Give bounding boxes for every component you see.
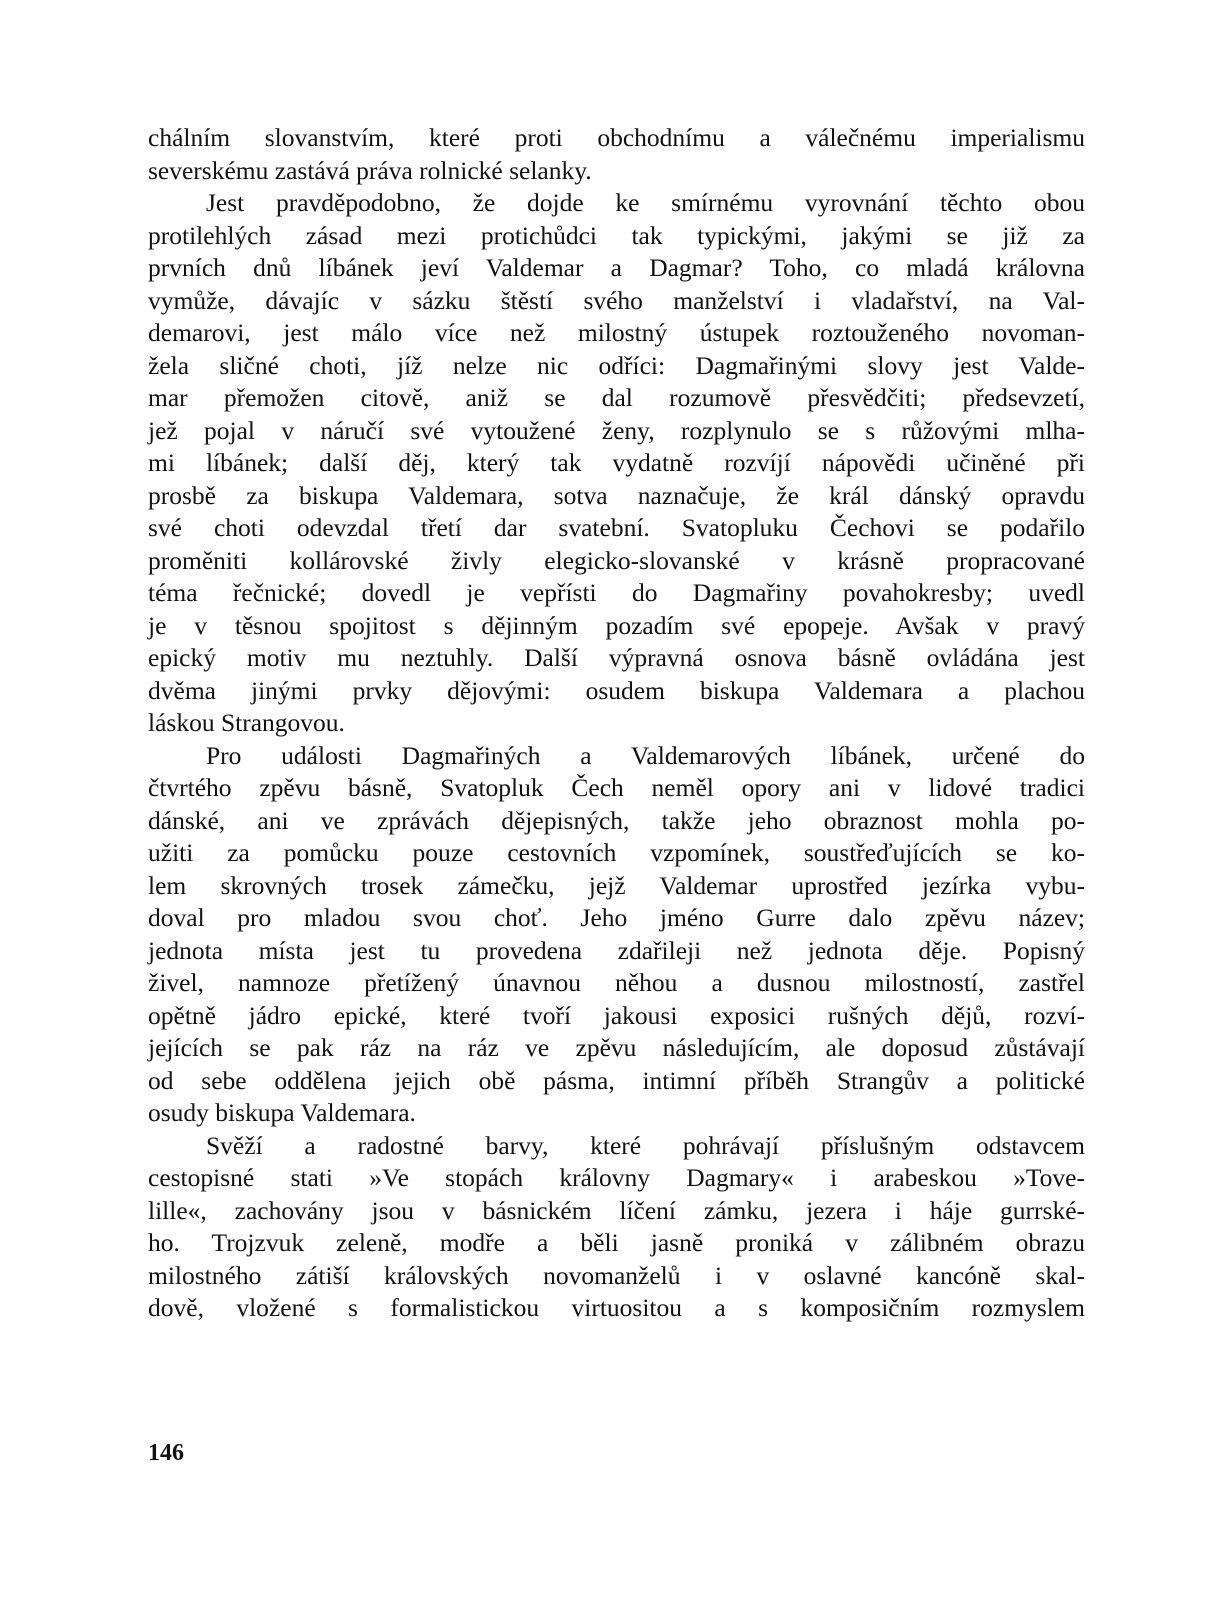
text-line: jednota místa jest tu provedena zdařileji než jednota děje. Popisný [148, 935, 1085, 965]
text-line: Jest pravděpodobno, že dojde ke smírnému vyrovnání těchto obou [206, 188, 1085, 217]
text-line: je v těsnou spojitost s dějinným pozadím své epopeje. Avšak v pravý [148, 610, 1085, 640]
text-line: cestopisné stati »Ve stopách královny Dagmary« i arabeskou »Tove- [148, 1163, 1085, 1192]
text-line: prosbě za biskupa Valdemara, sotva naznačuje, že král dánský opravdu [148, 480, 1085, 510]
text-line: dánské, ani ve zprávách dějepisných, takže jeho obraznost mohla po- [148, 805, 1085, 835]
text-line: proměniti kollárovské živly elegicko-slovanské v krásně propracované [148, 545, 1085, 575]
text-line: milostného zátiší královských novomanželů i v oslavné kancóně skal- [148, 1260, 1085, 1290]
text-line: osudy biskupa Valdemara. [148, 1098, 416, 1127]
text-line: Pro události Dagmařiných a Valdemarových líbánek, určené do [206, 740, 1085, 770]
text-line: láskou Strangovou. [148, 708, 345, 737]
text-line: vymůže, dávajíc v sázku štěstí svého manželství i vladařství, na Val- [148, 285, 1085, 315]
text-line: epický motiv mu neztuhly. Další výpravná osnova básně ovládána jest [148, 643, 1085, 672]
text-line: užiti za pomůcku pouze cestovních vzpomínek, soustřeďujících se ko- [148, 838, 1085, 867]
text-line: doval pro mladou svou choť. Jeho jméno Gurre dalo zpěvu název; [148, 903, 1085, 932]
text-line: téma řečnické; dovedl je vepřísti do Dagmařiny povahokresby; uvedl [148, 578, 1085, 607]
body-text [148, 122, 1085, 1325]
text-line: mar přemožen citově, aniž se dal rozumově přesvědčiti; předsevzetí, [148, 383, 1085, 412]
page-number: 146 [148, 1440, 184, 1466]
text-line: demarovi, jest málo více než milostný ústupek roztouženého novoman- [148, 318, 1085, 347]
paragraph [148, 122, 1085, 187]
text-line: dvěma jinými prvky dějovými: osudem biskupa Valdemara a plachou [148, 675, 1085, 705]
text-line: chálním slovanstvím, které proti obchodnímu a válečnému imperialismu [148, 123, 1085, 152]
text-line: opětně jádro epické, které tvoří jakousi exposici rušných dějů, rozví- [148, 1000, 1085, 1030]
text-line: jejících se pak ráz na ráz ve zpěvu následujícím, ale doposud zůstávají [148, 1033, 1085, 1062]
text-line: protilehlých zásad mezi protichůdci tak typickými, jakými se již za [148, 220, 1085, 250]
text-line: mi líbánek; další děj, který tak vydatně rozvíjí nápovědi učiněné při [148, 448, 1085, 477]
text-line: žela sličné choti, jíž nelze nic odříci: Dagmařinými slovy jest Valde- [148, 350, 1085, 380]
text-line: prvních dnů líbánek jeví Valdemar a Dagmar? Toho, co mladá královna [148, 253, 1085, 282]
text-line: své choti odevzdal třetí dar svatební. Svatopluku Čechovi se podařilo [148, 513, 1085, 542]
text-line: živel, namnoze přetížený únavnou něhou a dusnou milostností, zastřel [148, 968, 1085, 997]
paragraph [148, 740, 1085, 1130]
text-line: Svěží a radostné barvy, které pohrávají příslušným odstavcem [206, 1130, 1085, 1160]
text-line: severskému zastává práva rolnické selanky. [148, 155, 592, 185]
paragraph [148, 187, 1085, 740]
text-line: lille«, zachovány jsou v básnickém líčení zámku, jezera i háje gurrské- [148, 1195, 1085, 1225]
text-line: od sebe oddělena jejich obě pásma, intimní příběh Strangův a politické [148, 1065, 1085, 1095]
text-line: dově, vložené s formalistickou virtuositou a s komposičním rozmyslem [148, 1293, 1085, 1322]
text-line: ho. Trojzvuk zeleně, modře a běli jasně proniká v zálibném obrazu [148, 1228, 1085, 1257]
text-line: čtvrtého zpěvu básně, Svatopluk Čech neměl opory ani v lidové tradici [148, 773, 1085, 802]
text-line: lem skrovných trosek zámečku, jejž Valdemar uprostřed jezírka vybu- [148, 870, 1085, 900]
paragraph [148, 1130, 1085, 1325]
text-line: jež pojal v náručí své vytoužené ženy, rozplynulo se s růžovými mlha- [148, 415, 1085, 445]
